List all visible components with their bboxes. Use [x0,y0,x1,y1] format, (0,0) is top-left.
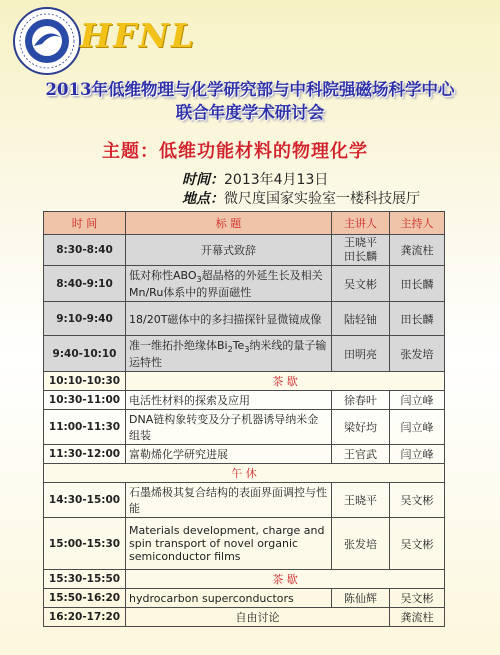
header-time: 时 间 [44,212,126,235]
row-time: 10:10-10:30 [44,372,126,391]
place-line [182,188,420,208]
row-host: 龚流柱 [390,235,445,266]
row-title: 电活性材料的探索及应用 [126,391,332,410]
row-speaker: 吴文彬 [332,266,390,302]
row-time: 15:50-16:20 [44,589,126,608]
row-time: 9:10-9:40 [44,302,126,336]
row-host: 张发培 [390,336,445,372]
table-row [44,302,445,336]
break-label: 茶 歇 [126,372,445,391]
theme-label: 主题： [102,141,159,162]
row-speaker: 王晓平 田长麟 [332,235,390,266]
table-row [44,445,445,464]
table-row [44,266,445,302]
row-title: 18/20T磁体中的多扫描探针显微镜成像 [126,302,332,336]
brand-name: HFNL [80,16,196,55]
row-speaker: 王晓平 [332,483,390,518]
row-speaker: 王官武 [332,445,390,464]
table-row [44,235,445,266]
break-row [44,570,445,589]
row-time: 14:30-15:00 [44,483,126,518]
row-title: 石墨烯极其复合结构的表面界面调控与性能 [126,483,332,518]
row-time: 16:20-17:20 [44,608,126,627]
row-speaker: 田明亮 [332,336,390,372]
row-host: 闫立峰 [390,410,445,445]
theme [102,137,368,163]
table-row [44,391,445,410]
header-title: 标 题 [126,212,332,235]
row-host: 田长麟 [390,302,445,336]
row-host: 吴文彬 [390,518,445,570]
time-label: 时间： [182,172,224,188]
row-host: 闫立峰 [390,445,445,464]
place-value: 微尺度国家实验室一楼科技展厅 [224,191,420,207]
table-row [44,608,445,627]
row-speaker: 陆轻铀 [332,302,390,336]
row-time: 9:40-10:10 [44,336,126,372]
table-header-row [44,212,445,235]
title-line-1: 2013年低维物理与化学研究部与中科院强磁场科学中心 [45,80,455,99]
row-host: 闫立峰 [390,391,445,410]
time-line [182,169,328,189]
row-time: 11:00-11:30 [44,410,126,445]
row-host: 吴文彬 [390,483,445,518]
row-time: 15:00-15:30 [44,518,126,570]
row-title: 自由讨论 [126,608,390,627]
header-host: 主持人 [390,212,445,235]
row-title: 低对称性$ABO_3$超晶格的外延生长及相关Mn/Ru体系中的界面磁性 [126,266,332,302]
row-speaker: 张发培 [332,518,390,570]
row-time: 11:30-12:00 [44,445,126,464]
table-row [44,518,445,570]
row-title: hydrocarbon superconductors [126,589,332,608]
row-speaker: 徐春叶 [332,391,390,410]
table-row [44,483,445,518]
row-host: 吴文彬 [390,589,445,608]
row-title: 富勒烯化学研究进展 [126,445,332,464]
hfnl-logo [12,6,82,76]
break-row [44,464,445,483]
schedule-table [43,211,445,627]
row-speaker: 陈仙辉 [332,589,390,608]
header-speaker: 主讲人 [332,212,390,235]
row-time: 10:30-11:00 [44,391,126,410]
title-line-2: 联合年度学术研讨会 [175,103,325,122]
table-row [44,410,445,445]
row-time: 15:30-15:50 [44,570,126,589]
row-host: 田长麟 [390,266,445,302]
row-time: 8:40-9:10 [44,266,126,302]
theme-value: 低维功能材料的物理化学 [159,141,368,162]
row-host: 龚流柱 [390,608,445,627]
break-row [44,372,445,391]
row-title: DNA链构象转变及分子机器诱导纳米金组装 [126,410,332,445]
row-time: 8:30-8:40 [44,235,126,266]
table-row [44,336,445,372]
break-label: 茶 歇 [126,570,445,589]
time-value: 2013年4月13日 [224,172,329,188]
row-speaker: 梁好均 [332,410,390,445]
row-title: 准一维拓扑绝缘体$Bi_2Te_3$纳米线的量子输运特性 [126,336,332,372]
place-label: 地点： [182,191,224,207]
break-label: 午 休 [44,464,445,483]
row-title: 开幕式致辞 [126,235,332,266]
row-title: Materials development, charge and spin transport of novel organic semiconductor films [126,518,332,570]
table-row [44,589,445,608]
